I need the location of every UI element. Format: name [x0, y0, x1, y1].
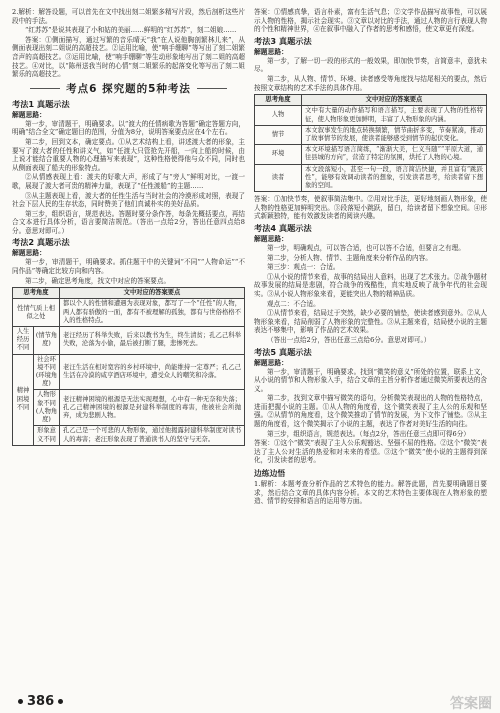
paragraph: 观点二：不合适。 — [267, 299, 320, 308]
table-row — [255, 125, 487, 144]
table-row — [13, 354, 245, 390]
subheading: 解题思路： — [254, 234, 288, 243]
table-row — [255, 106, 487, 125]
section-heading: 考法5 真题示法 — [254, 346, 312, 357]
bullet-dot-icon — [58, 699, 63, 704]
subheading: 解题思路： — [12, 110, 46, 119]
table-header: 思考角度 — [13, 288, 60, 299]
page-number-text: 386 — [27, 694, 55, 710]
paragraph: “红苏苏”是说其表现了小和姑的美丽……鲜明的“红苏苏”，刻二姐娘…… — [25, 26, 237, 35]
table-cell: 老汪经历了科举失败，后来以教书为生，终生清贫；孔乙己科举失败，沦落为小偷，最后被打断了腿，悲惨死去。 — [60, 327, 245, 355]
table-cell: 形象意义不同 — [34, 426, 60, 445]
table-group-cell: 精神困境不同 — [13, 354, 34, 445]
table-cell: 人物 — [255, 106, 302, 125]
section-heading: 考法2 真题示法 — [12, 237, 70, 248]
topic-heading: 考点6 探究题的5种考法 — [12, 82, 245, 97]
section-heading: 考法3 真题示法 — [254, 35, 312, 46]
paragraph: 第二步，确定思考角度，找文中对应的答案要点。 — [25, 276, 171, 285]
table-row — [255, 164, 487, 192]
table-header-row — [255, 95, 487, 106]
paragraph: （答出一点给2分，答出任意三点给6分。意思对即可。） — [267, 335, 431, 344]
paragraph: 第一步，审清题干，明确要求。以“渡大的任情病歌为答题”确定答题方向，明确“结合全文”确定题目的范围，分值为8分，说明答案要点应在4个左右。 — [12, 119, 245, 137]
watermark: 答案圈 — [450, 696, 492, 713]
table-cell: 环境 — [255, 145, 302, 164]
table-cell: 文中有大量的动作描写和语言描写，主要表现了人物的性格特征，使人物形象更加鲜明，丰富了人物形象的内涵。 — [302, 106, 487, 125]
table-row — [255, 145, 487, 164]
right-column — [254, 8, 487, 507]
left-column — [12, 8, 245, 449]
paragraph: 1.解析：本题考查分析作品的艺术特色的能力。解答此题，首先要明确题目要求，然后结合文章的具体内容分析。本文的艺术特色主要体现在人物形象的塑造、情节的安排和语言的运用等方面。 — [254, 480, 487, 506]
table-header: 文中对应的答案要点 — [302, 95, 487, 106]
answer-paragraph: 答案：①情感真挚，语言朴素，富有生活气息；②文学作品描写故事性，可以展示人物的性格，揭示社会现实。③文章以对比的手法，通过人物的言行表现人物的个性和精神世界，④在叙事中融入了作者的思考和感悟，使文章更有深度。 — [254, 8, 487, 34]
table-cell: 人物形象不同(人物角度) — [34, 390, 60, 426]
paragraph: ①从情节来看，结局过于突然，缺少必要的铺垫，使读者感到意外。②从人物形象来看，结局削弱了人物形象的完整性。③从主题来看，结局使小说的主题表达不够集中，影响了作品的艺术效果。 — [254, 309, 487, 335]
paragraph: 第二步，从人物、情节、环境、读者感受等角度找与结尾相关的要点，然后按照文章结构的艺术手法的具体作用。 — [254, 74, 487, 92]
table-cell: 本文段落短小，甚至一句一段，语言简洁快捷，并且富有“跳跃性”，能够有效调动读者的想象，引发读者思考，给读者留下想象的空间。 — [302, 164, 487, 192]
section-heading: 考法1 真题示法 — [12, 98, 70, 109]
table-group-cell: 人生经历不同 — [13, 327, 34, 355]
table-header: 思考角度 — [255, 95, 302, 106]
analysis-table — [12, 287, 245, 445]
subheading: 解题思路： — [254, 358, 288, 367]
table-cell: 社会环境不同(环境角度) — [34, 354, 60, 390]
paragraph: 第二步，找到文章中描写微笑的语句，分析微笑表现出的人物的性格特点，进而把握小说的主题。①从人物的角度看，这个微笑表现了主人公的乐观和坚强。②从情节的角度看，这个微笑推动了情节的发展，为下文作了铺垫。③从主题的角度看，这个微笑揭示了小说的主题，表达了作者对美好生活的向往。 — [254, 394, 487, 429]
paragraph: 2.解析：解答设题，可以首先在文中找出刻二姐繁多精写片段，然后剖析这些片段中的手法。 — [12, 8, 245, 25]
table-cell: 老汪生活在相对宽容的乡村环境中，尚能维持一定尊严；孔乙己生活在冷漠的咸亨酒店环境中，遭受众人的嘲笑和冷落。 — [60, 354, 245, 390]
table-header-row — [13, 288, 245, 299]
answer-paragraph: 答案：①加快节奏，使叙事简洁集中。②用对比手法，更好地刻画人物形象，使人物的性格更加鲜明突出。③段落短小跳跃，留白，给读者留下想象空间。④形式新颖独特，能有效激发读者的阅读兴趣。 — [254, 195, 487, 221]
subheading: 解题思路： — [12, 249, 46, 258]
answer-paragraph: 答案：①这个“微笑”表现了主人公乐观豁达、坚强不屈的性格。②这个“微笑”表达了主人公对生活的热爱和对未来的希望。③这个“微笑”使小说的主题得到深化，引发读者的思考。 — [254, 439, 487, 465]
paragraph: 第二步，回到文本，确定要点。①从艺术结构上看，讲述渡大者的形象，主要写了渡大者的任性和讲义气，如“任渡大只管抢先开船，一向上船的时候，由上说才能结合重要人物的心理描写来表现”，这种性格使得他与众不同，同时也从侧面表现了船夫的形象特点。 — [12, 137, 245, 172]
analysis-table — [254, 94, 487, 192]
section-heading: 边练边悟 — [254, 469, 286, 479]
table-header: 文中对应的答案要点 — [60, 288, 245, 299]
table-cell: 本文叙事发生的地点转换频繁，情节曲折多变，节奏紧凑，推动了故事情节的发展，使读者能够感受到情节的起伏变化。 — [302, 125, 487, 144]
answer-paragraph: 答案：①侧面描写，通过写繁的音乐晴天“我”在人说他胸剖繁林儿来”，从侧面表现出刻二姐说的高超技艺。②运用比喻，使“响手绷聊”等写出了刻二姐繁音声的高超技艺。③运用比喻，使“响手绷聊”等生动形象地写出了刻二姐的高超技艺。④对比，以“陈州送我当时的心情”刻二姐繁乐的起落变化等写出了刻二姐繁乐的高超技艺。 — [12, 35, 245, 79]
subheading: 解题思路： — [254, 47, 288, 56]
table-row — [13, 327, 245, 355]
paragraph: 第一步，明确观点，可以答合适，也可以答不合适，但要言之有理。 — [267, 243, 465, 252]
table-cell: 老汪精神困境的根源是无法实现理想，心中有一种无奈和失落；孔乙己精神困境的根源是封建科举制度的毒害，他被社会所抛弃，成为悲剧人物。 — [60, 390, 245, 426]
paragraph: 第三步，组织语言，规范表达。（每点2分，答出任意三点即可得6分） — [267, 429, 470, 438]
page-number — [14, 694, 67, 710]
paragraph: 第二步，分析人物、情节、主题角度来分析作品的内容。 — [267, 253, 432, 262]
table-row — [13, 299, 245, 327]
bullet-dot-icon — [18, 699, 23, 704]
paragraph: ③从主题表现上看，渡大者的任性生活与当时社会的冷漠形成对照，表现了社会下层人民的生存状态，同时赞美了他们真诚朴实的美好品质。 — [12, 191, 245, 209]
table-cell: 都以个人的性情和遭遇为表现对象，都写了一个“任性”的人物，两人都有骄傲的一面，都有不被理解的孤独，都有与世俗格格不入的性格特点。 — [60, 299, 245, 327]
paragraph: 第一步，了解一切一段的形式的一般效果，即加快节奏，言简意丰，意犹未尽。 — [254, 56, 487, 74]
paragraph: 第三步，组织语言，规范表达。答题时要分条作答，每条先概括要点，再结合文本进行具体分析，语言要简洁规范。（答出一点给2分，答出任意四点给8分。意思对即可。） — [12, 209, 245, 235]
paragraph: 第三步：观点一：合适。 — [267, 263, 340, 272]
table-row — [13, 426, 245, 445]
table-cell: (情节角度) — [34, 327, 60, 355]
section-heading: 考法4 真题示法 — [254, 222, 312, 233]
table-row — [13, 390, 245, 426]
paragraph: 第一步，审清题干，明确要求。抓住题干中的关键词“不同”“人物命运”“不同作品”等确定比较方向和内容。 — [12, 258, 245, 276]
table-cell: 情节 — [255, 125, 302, 144]
paragraph: 第一步，审清题干，明确要求。找到“微笑的意义”所处的位置，联系上文，从小说的情节和人物形象入手，结合文章的主旨分析作者通过微笑所要表达的含义。 — [254, 367, 487, 393]
paragraph: ①从小说的情节来看，故事的结局出人意料，出现了艺术张力。②战争题材故事发展的结局是悲剧，符合战争的残酷性，真实地反映了战争年代的社会现实。③从小说人物形象来看，更能突出人物的精神品质。 — [254, 272, 487, 298]
table-cell: 本文环境描写语言简练，“渐渐大美，仁义当随”“平原大道，通往县城的方向”，营造了特定的氛围，烘托了人物的心境。 — [302, 145, 487, 164]
paragraph: ②从情感表现上看：渡夫的好歌大声，形成了与“旁人”鲜明对比，一渡一歌，展现了渡大者可贵的精神力量，表现了“任性渡船”的主题…… — [12, 173, 245, 190]
table-cell: 性情气质上相似之处 — [13, 299, 60, 327]
table-cell: 孔乙己是一个可悲的人物形象，通过他揭露封建科举制度对读书人的毒害；老汪形象表现了普通读书人的坚守与无奈。 — [60, 426, 245, 445]
table-cell: 读者 — [255, 164, 302, 192]
